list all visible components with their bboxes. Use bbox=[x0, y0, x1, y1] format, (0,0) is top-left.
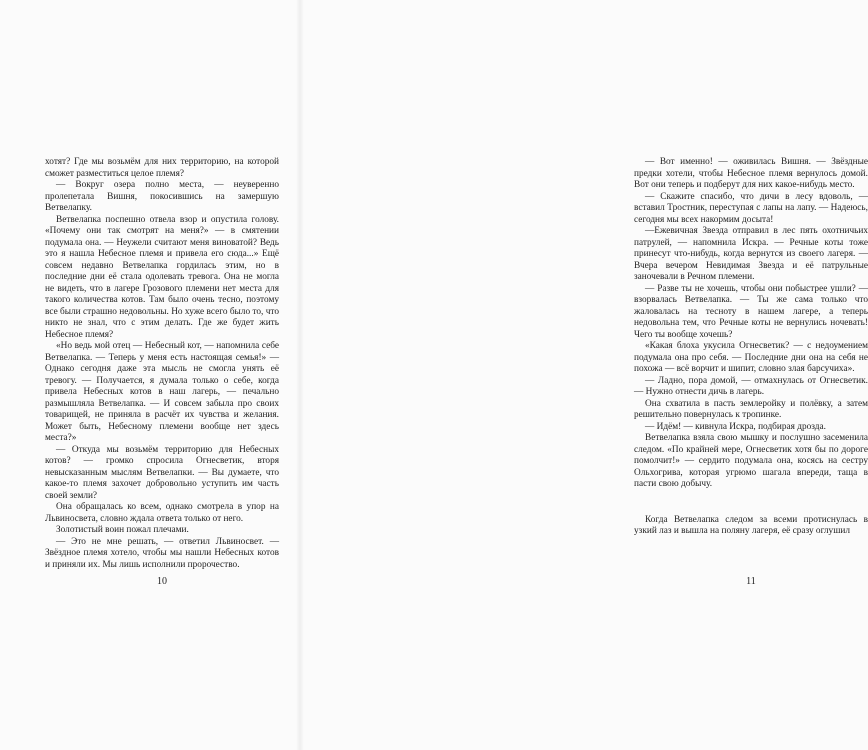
left-page bbox=[0, 0, 300, 750]
paragraph: «Но ведь мой отец — Небесный кот, — напомнила себе Ветвелапка. — Теперь у меня есть настоящая семья!» — Однако сегодня даже эта мысль не смогла унять её тревогу. — Получается, я думала только о себе, когда привела Небесных котов в наш лагерь, — печально размышляла Ветвелапка. — И совсем забыла про своих товарищей, не приняла в расчёт их чувства и желания. Может быть, Небесному племени вообще нет здесь места?» bbox=[45, 341, 279, 443]
paragraph: — Идём! — кивнула Искра, подбирая дрозда. bbox=[645, 421, 826, 432]
chapter-start-paragraph: Когда Ветвелапка следом за всеми протиснулась в узкий лаз и вышла на поляну лагеря, её сразу оглушил bbox=[634, 514, 868, 536]
paragraph: —Ежевичная Звезда отправил в лес пять охотничьих патрулей, — напомнила Искра. — Речные коты тоже принесут что-нибудь, когда вернутся из своего лагеря. — Вчера вечером Невидимая Звезда и её патрульные заночевали в Речном племени. bbox=[634, 226, 868, 282]
left-page-text bbox=[45, 157, 279, 571]
paragraph: Золотистый воин пожал плечами. bbox=[56, 525, 189, 535]
paragraph: Она обращалась ко всем, однако смотрела в упор на Львиносвета, словно ждала ответа только от него. bbox=[45, 502, 279, 524]
paragraph: «Какая блоха укусила Огнесветик? — с недоумением подумала она про себя. — Последние дни она на себя не похожа — всё ворчит и шипит, словно злая барсучиха». bbox=[634, 341, 868, 374]
paragraph: — Откуда мы возьмём территорию для Небесных котов? — громко спросила Огнесветик, вторя невысказанным мыслям Ветвелапки. — Вы думаете, что какое-то племя захочет добровольно уступить им часть своей земли? bbox=[45, 444, 279, 501]
right-page-text bbox=[634, 157, 868, 538]
right-page bbox=[300, 0, 868, 750]
page-number-right: 11 bbox=[746, 576, 756, 587]
paragraph: Ветвелапка взяла свою мышку и послушно засеменила следом. «По крайней мере, Огнесветик хотя бы по дороге помолчит!» — сердито подумала она, косясь на сестру Ольхогрива, которая угрюмо шагала впереди, таща в пасти свою добычу. bbox=[634, 433, 868, 489]
paragraph: Ветвелапка поспешно отвела взор и опустила голову. «Почему они так смотрят на меня?» — в смятении подумала она. — Неужели считают меня виноватой? Ведь это я нашла Небесное племя и привела его сюда...» Ещё совсем недавно Ветвелапка гордилась этим, но в последние дни её стала одолевать тревога. Она не могла не видеть, что в лагере Грозового племени нет места для такого количества котов. Там было очень тесно, поэтому все были страшно недовольны. Но хуже всего было то, что никто не знал, что с этим делать. Где же будет жить Небесное племя? bbox=[45, 214, 279, 340]
paragraph: — Вокруг озера полно места, — неуверенно пролепетала Вишня, покосившись на замершую Ветвелапку. bbox=[45, 180, 279, 213]
paragraph: — Скажите спасибо, что дичи в лесу вдоволь, — вставил Тростник, переступая с лапы на лапу. — Надеюсь, сегодня мы всех накормим досыта! bbox=[634, 191, 868, 225]
paragraph: — Разве ты не хочешь, чтобы они побыстрее ушли? — взорвалась Ветвелапка. — Ты же сама только что жаловалась на тесноту в нашем лагере, а теперь недовольна тем, что Речные коты не вернулись ночевать! Чего ты вообще хочешь? bbox=[634, 283, 868, 340]
page-number-left: 10 bbox=[157, 576, 167, 587]
paragraph: — Вот именно! — оживилась Вишня. — Звёздные предки хотели, чтобы Небесное племя вернулось домой. Вот они теперь и подберут для них какое-нибудь место. bbox=[634, 157, 868, 190]
paragraph: хотят? Где мы возьмём для них территорию, на которой сможет разместиться целое племя? bbox=[45, 157, 279, 179]
paragraph: — Ладно, пора домой, — отмахнулась от Огнесветик. — Нужно отнести дичь в лагерь. bbox=[634, 375, 868, 397]
paragraph: — Это не мне решать, — ответил Львиносвет. — Звёздное племя хотело, чтобы мы нашли Небесных котов и приняли их. Мы лишь исполнили пророчество. bbox=[45, 536, 279, 570]
paragraph: Она схватила в пасть землеройку и полёвку, а затем решительно повернулась к тропинке. bbox=[634, 398, 868, 420]
